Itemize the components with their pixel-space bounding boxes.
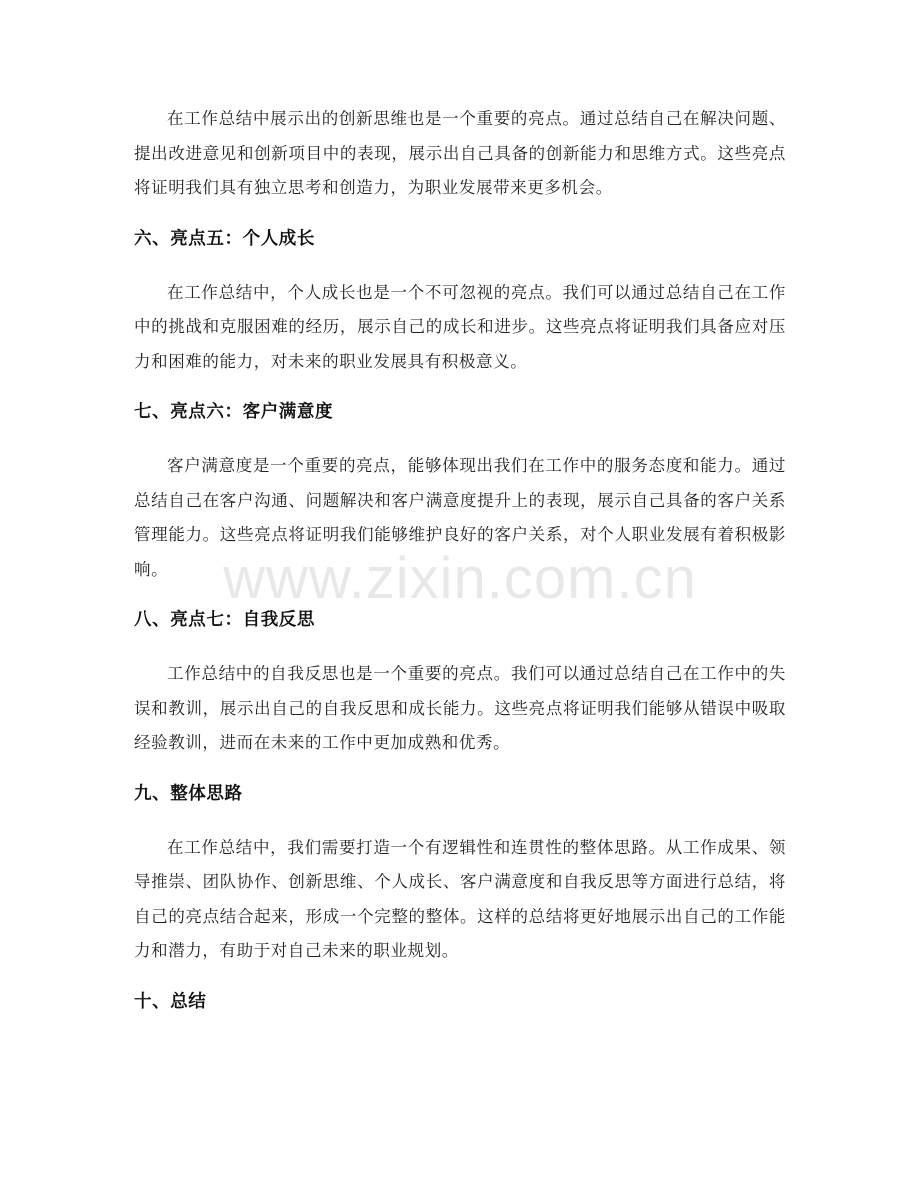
spacer [134, 429, 786, 449]
heading-summary: 十、总结 [134, 991, 207, 1012]
paragraph-personal-growth: 在工作总结中，个人成长也是一个不可忽视的亮点。我们可以通过总结自己在工作中的挑战和克服困难的经历，展示自己的成长和进步。这些亮点将证明我们具备应对压力和困难的能力，对未来的职业发展具有积极意义。 [134, 282, 786, 371]
heading-customer-satisfaction: 七、亮点六：客户满意度 [134, 402, 334, 422]
spacer [134, 379, 786, 395]
spacer [134, 811, 786, 831]
spacer [134, 587, 786, 603]
paragraph-customer-satisfaction: 客户满意度是一个重要的亮点，能够体现出我们在工作中的服务态度和能力。通过总结自己在客户沟通、问题解决和客户满意度提升上的表现，展示自己具备的客户关系管理能力。这些亮点将证明我们能够维护良好的客户关系，对个人职业发展有着积极影响。 [134, 456, 786, 579]
heading-overall-approach: 九、整体思路 [134, 783, 243, 804]
paragraph-overall-approach: 在工作总结中，我们需要打造一个有逻辑性和连贯性的整体思路。从工作成果、领导推崇、团队协作、创新思维、个人成长、客户满意度和自我反思等方面进行总结，将自己的亮点结合起来，形成一个完整的整体。这样的总结将更好地展示出自己的工作能力和潜力，有助于对自己未来的职业规划。 [134, 837, 786, 960]
spacer [134, 969, 786, 985]
spacer [134, 206, 786, 222]
heading-self-reflection: 八、亮点七：自我反思 [134, 610, 315, 630]
document-body [134, 102, 786, 1019]
paragraph-self-reflection: 工作总结中的自我反思也是一个重要的亮点。我们可以通过总结自己在工作中的失误和教训，展示出自己的自我反思和成长能力。这些亮点将证明我们能够从错误中吸取经验教训，进而在未来的工作中更加成熟和优秀。 [134, 664, 786, 752]
spacer [134, 637, 786, 657]
paragraph-innovation: 在工作总结中展示出的创新思维也是一个重要的亮点。通过总结自己在解决问题、提出改进意见和创新项目中的表现，展示出自己具备的创新能力和思维方式。这些亮点将证明我们具有独立思考和创造力，为职业发展带来更多机会。 [134, 109, 786, 197]
heading-personal-growth: 六、亮点五：个人成长 [134, 228, 315, 249]
watermark: www.zixin.com.cn [223, 546, 697, 611]
spacer [134, 256, 786, 276]
spacer [134, 761, 786, 777]
